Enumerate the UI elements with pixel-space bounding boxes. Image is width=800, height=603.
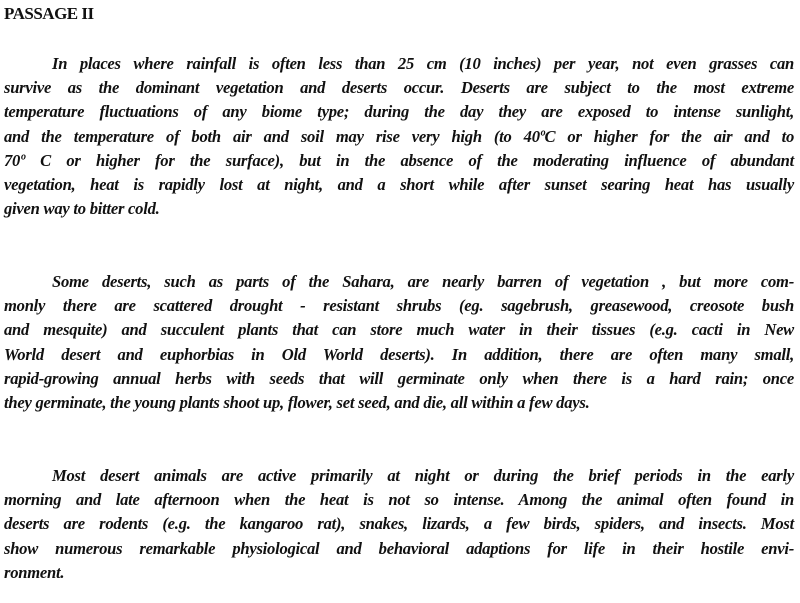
paragraph-line: ronment. (4, 562, 65, 582)
paragraph-line: they germinate, the young plants shoot up, flower, set seed, and die, all within a few days. (4, 393, 590, 413)
paragraph-line: Most desert animals are active primarily at night or during the brief periods in the early (52, 466, 794, 485)
paragraph-line: rapid-growing annual herbs with seeds that will germinate only when there is a hard rain; once (4, 368, 794, 388)
paragraph-2 (4, 270, 794, 415)
paragraph-line: Some deserts, such as parts of the Sahara, are nearly barren of vegetation , but more com- (52, 272, 794, 291)
paragraph-line: monly there are scattered drought - resistant shrubs (eg. sagebrush, greasewood, creosote bush (4, 296, 794, 316)
paragraph-line: and mesquite) and succulent plants that can store much water in their tissues (e.g. cacti in New (4, 320, 794, 340)
paragraph-line: survive as the dominant vegetation and deserts occur. Deserts are subject to the most extreme (4, 78, 794, 98)
paragraph-3 (4, 464, 794, 585)
paragraph-line: deserts are rodents (e.g. the kangaroo rat), snakes, lizards, a few birds, spiders, and insects. Most (4, 514, 794, 534)
paragraph-line: vegetation, heat is rapidly lost at night, and a short while after sunset searing heat has usually (4, 175, 794, 195)
paragraph-line: and the temperature of both air and soil may rise very high (to 40ºC or higher for the air and to (4, 126, 794, 146)
paragraph-line: morning and late afternoon when the heat is not so intense. Among the animal often found in (4, 490, 794, 510)
paragraph-line: 70º C or higher for the surface), but in the absence of the moderating influence of abundant (4, 150, 794, 170)
paragraph-1 (4, 52, 794, 221)
paragraph-line: temperature fluctuations of any biome type; during the day they are exposed to intense sunlight, (4, 102, 794, 122)
paragraph-line: show numerous remarkable physiological and behavioral adaptions for life in their hostile envi- (4, 538, 794, 558)
passage-title: PASSAGE II (4, 4, 94, 23)
paragraph-line: given way to bitter cold. (4, 199, 160, 219)
paragraph-line: World desert and euphorbias in Old World deserts). In addition, there are often many small, (4, 344, 794, 364)
paragraph-line: In places where rainfall is often less than 25 cm (10 inches) per year, not even grasses can (52, 54, 794, 73)
